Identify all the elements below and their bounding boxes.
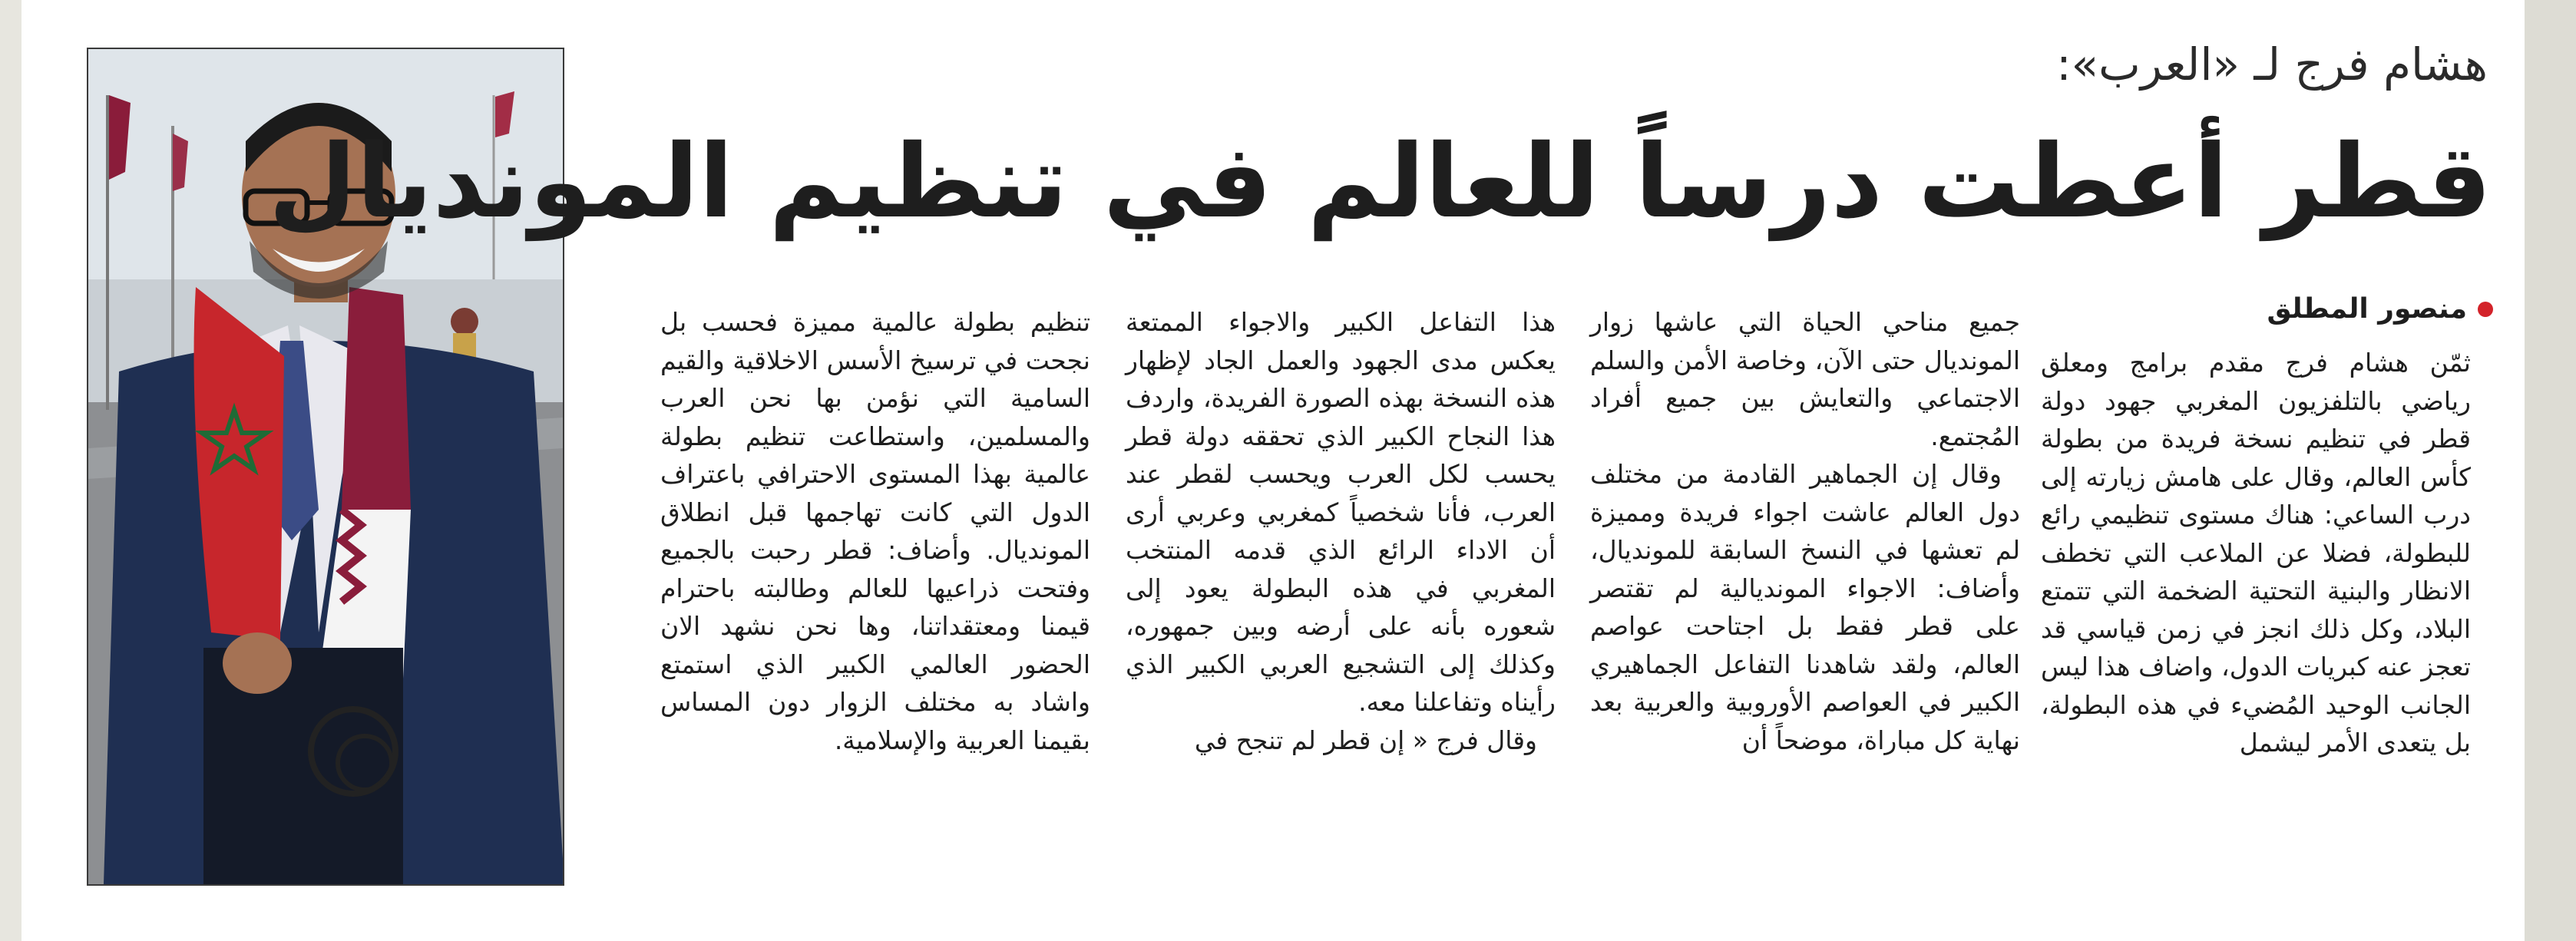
text-column-1 (2041, 344, 2471, 762)
paragraph: جميع مناحي الحياة التي عاشها زوار المونديال حتى الآن، وخاصة الأمن والسلم الاجتماعي والتعايش بين جميع أفراد المُجتمع. (1590, 307, 2020, 451)
page-edge-strip (2525, 0, 2576, 941)
red-dot-icon (2478, 302, 2493, 317)
paragraph: وقال فرج « إن قطر لم تنجح في (1194, 725, 1537, 755)
paragraph: ثمّن هشام فرج مقدم برامج ومعلق رياضي بالتلفزيون المغربي جهود دولة قطر في تنظيم نسخة فريدة من بطولة كأس العالم، وقال على هامش زيارته إلى درب الساعي: هناك مستوى تنظيمي رائع للبطولة، فضلا عن الملاعب التي تخطف الانظار والبنية التحتية الضخمة التي تتمتع البلاد، وكل ذلك انجز في زمن قياسي قد تعجز عنه كبريات الدول، واضاف هذا ليس الجانب الوحيد المُضيء في هذه البطولة، بل يتعدى الأمر ليشمل (2041, 348, 2471, 758)
text-column-2 (1590, 303, 2020, 759)
text-column-4 (660, 303, 1090, 759)
text-column-3 (1126, 303, 1556, 759)
paragraph: وقال إن الجماهير القادمة من مختلف دول العالم عاشت اجواء فريدة ومميزة لم تعشها في النسخ السابقة للمونديال، وأضاف: الاجواء المونديالية لم تقتصر على قطر فقط بل اجتاحت عواصم العالم، ولقد شاهدنا التفاعل الجماهيري الكبير في العواصم الأوروبية والعربية بعد نهاية كل مباراة، موضحاً أن (1590, 459, 2020, 755)
paragraph: هذا التفاعل الكبير والاجواء الممتعة يعكس مدى الجهود والعمل الجاد لإظهار هذه النسخة بهذه الصورة الفريدة، واردف هذا النجاح الكبير الذي تحققه دولة قطر يحسب لكل العرب ويحسب لقطر عند العرب، فأنا شخصياً كمغربي وعربي أرى أن الاداء الرائع الذي قدمه المنتخب المغربي في هذه البطولة يعود إلى شعوره بأنه على أرضه وبين جمهوره، وكذلك إلى التشجيع العربي الكبير الذي رأيناه وتفاعلنا معه. (1126, 307, 1556, 717)
article-headline: قطر أعطت درساً للعالم في تنظيم المونديال (268, 123, 2492, 241)
article-kicker: هشام فرج لـ «العرب»: (2056, 38, 2488, 91)
author-name: منصور المطلق (2267, 293, 2467, 325)
byline (2267, 293, 2494, 325)
paragraph: تنظيم بطولة عالمية مميزة فحسب بل نجحت في ترسيخ الأسس الاخلاقية والقيم السامية التي نؤمن بها نحن العرب والمسلمين، واستطاعت تنظيم بطولة عالمية بهذا المستوى الاحترافي باعتراف الدول التي كانت تهاجمها قبل انطلاق المونديال. وأضاف: قطر رحبت بالجميع وفتحت ذراعيها للعالم وطالبته باحترام قيمنا ومعتقداتنا، وها نحن نشهد الان الحضور العالمي الكبير الذي استمتع واشاد به مختلف الزوار دون المساس بقيمنا العربية والإسلامية. (660, 307, 1090, 755)
